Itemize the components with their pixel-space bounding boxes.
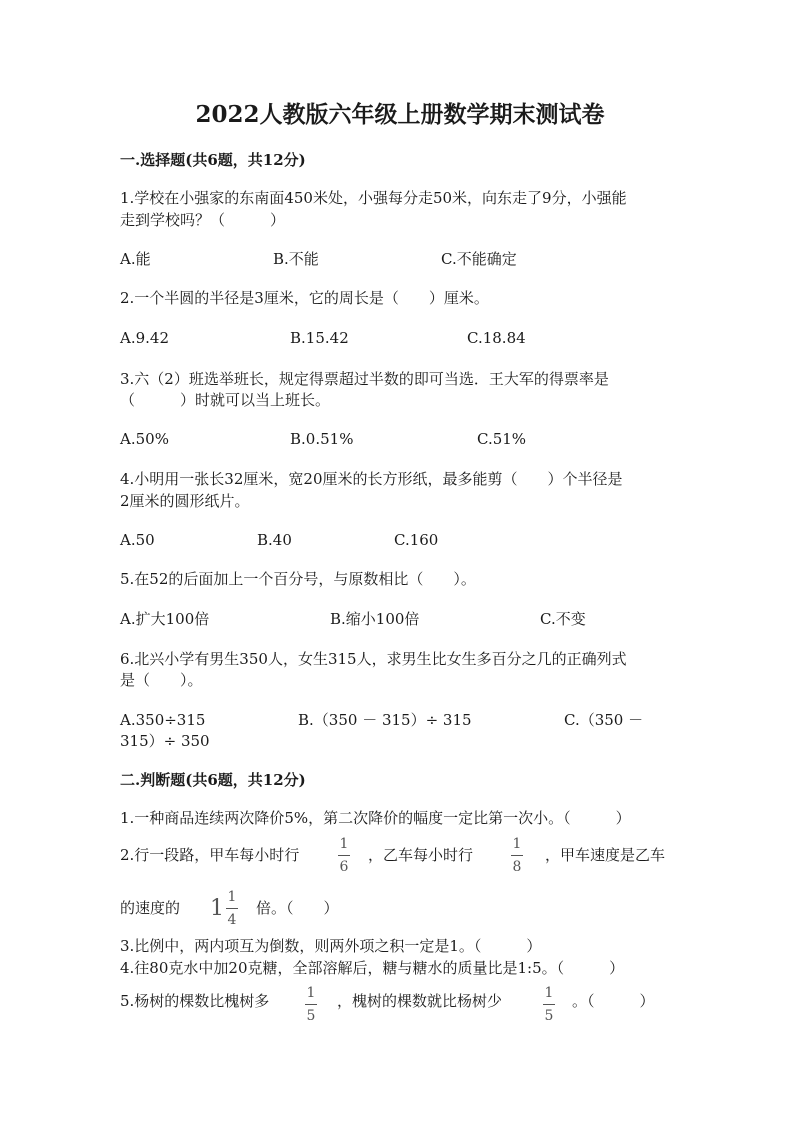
fraction-bar <box>338 855 350 856</box>
q1-text-line1: 1.学校在小强家的东南面450米处，小强每分走50米，向东走了9分，小强能 <box>120 189 627 207</box>
fraction-numerator: 1 <box>306 985 316 1001</box>
q3-option-b: B.0.51% <box>290 430 354 448</box>
q6-text-line1: 6.北兴小学有男生350人，女生315人，求男生比女生多百分之几的正确列式 <box>120 650 627 668</box>
q3-option-c: C.51% <box>477 430 527 448</box>
fraction-bar <box>305 1004 317 1005</box>
q4-text-line1: 4.小明用一张长32厘米，宽20厘米的长方形纸，最多能剪（ ）个半径是 <box>120 470 623 488</box>
judge-q2-text-part4: 的速度的 <box>120 899 181 917</box>
judge-q2-mixed-number <box>210 889 238 928</box>
section-heading-judgment: 二.判断题(共6题，共12分) <box>120 771 306 789</box>
judge-q1-text: 1.一种商品连续两次降价5%，第二次降价的幅度一定比第一次小。（ ） <box>120 809 631 827</box>
q4-text-line2: 2厘米的圆形纸片。 <box>120 492 250 510</box>
fraction-bar <box>511 855 523 856</box>
q3-text-line1: 3.六（2）班选举班长，规定得票超过半数的即可当选．王大军的得票率是 <box>120 370 609 388</box>
mixed-number-fraction <box>226 889 238 928</box>
judge-q4-text: 4.往80克水中加20克糖，全部溶解后，糖与糖水的质量比是1:5。（ ） <box>120 959 625 977</box>
fraction-numerator: 1 <box>339 836 349 852</box>
q3-option-a: A.50% <box>120 430 169 448</box>
q5-option-a: A.扩大100倍 <box>120 610 210 628</box>
page-title: 2022人教版六年级上册数学期末测试卷 <box>195 101 605 128</box>
judge-q2-fraction-1 <box>338 836 350 875</box>
q5-text-line1: 5.在52的后面加上一个百分号，与原数相比（ ）。 <box>120 570 476 588</box>
q6-option-c-continued: 315）÷ 350 <box>120 732 210 750</box>
judge-q2-text-part5: 倍。（ ） <box>256 899 339 917</box>
q6-option-a: A.350÷315 <box>120 711 206 729</box>
q1-option-a: A.能 <box>120 250 151 268</box>
q1-option-c: C.不能确定 <box>441 250 517 268</box>
fraction-denominator: 4 <box>227 912 237 928</box>
judge-q2-text-part1: 2.行一段路，甲车每小时行 <box>120 846 300 864</box>
q6-option-b: B.（350 － 315）÷ 315 <box>298 711 472 729</box>
judge-q5-text-part3: 。（ ） <box>572 992 655 1010</box>
judge-q3-text: 3.比例中，两内项互为倒数，则两外项之积一定是1。（ ） <box>120 937 542 955</box>
q3-text-line2: （ ）时就可以当上班长。 <box>120 391 331 409</box>
q2-option-b: B.15.42 <box>290 329 349 347</box>
fraction-bar <box>226 908 238 909</box>
fraction-denominator: 8 <box>512 859 522 875</box>
fraction-denominator: 5 <box>544 1008 554 1024</box>
fraction-denominator: 5 <box>306 1008 316 1024</box>
q2-option-a: A.9.42 <box>120 329 169 347</box>
fraction-numerator: 1 <box>544 985 554 1001</box>
q6-text-line2: 是（ ）。 <box>120 671 203 689</box>
section-heading-choice: 一.选择题(共6题，共12分) <box>120 151 306 169</box>
q4-option-a: A.50 <box>120 531 155 549</box>
judge-q2-fraction-2 <box>511 836 523 875</box>
q5-option-b: B.缩小100倍 <box>330 610 420 628</box>
q1-option-b: B.不能 <box>273 250 319 268</box>
judge-q2-text-part2: ，乙车每小时行 <box>368 846 474 864</box>
judge-q5-text-part1: 5.杨树的棵数比槐树多 <box>120 992 270 1010</box>
judge-q5-fraction-2 <box>543 985 555 1024</box>
q2-option-c: C.18.84 <box>467 329 526 347</box>
mixed-number-whole: 1 <box>210 895 224 921</box>
q4-option-c: C.160 <box>394 531 439 549</box>
q2-text-line1: 2.一个半圆的半径是3厘米，它的周长是（ ）厘米。 <box>120 289 489 307</box>
fraction-numerator: 1 <box>227 889 237 905</box>
judge-q5-fraction-1 <box>305 985 317 1024</box>
judge-q2-text-part3: ，甲车速度是乙车 <box>545 846 666 864</box>
q5-option-c: C.不变 <box>540 610 586 628</box>
q1-text-line2: 走到学校吗？（ ） <box>120 211 286 229</box>
fraction-numerator: 1 <box>512 836 522 852</box>
q6-option-c: C.（350 － <box>564 711 644 729</box>
judge-q5-text-part2: ，槐树的棵数就比杨树少 <box>337 992 503 1010</box>
fraction-denominator: 6 <box>339 859 349 875</box>
fraction-bar <box>543 1004 555 1005</box>
q4-option-b: B.40 <box>257 531 292 549</box>
